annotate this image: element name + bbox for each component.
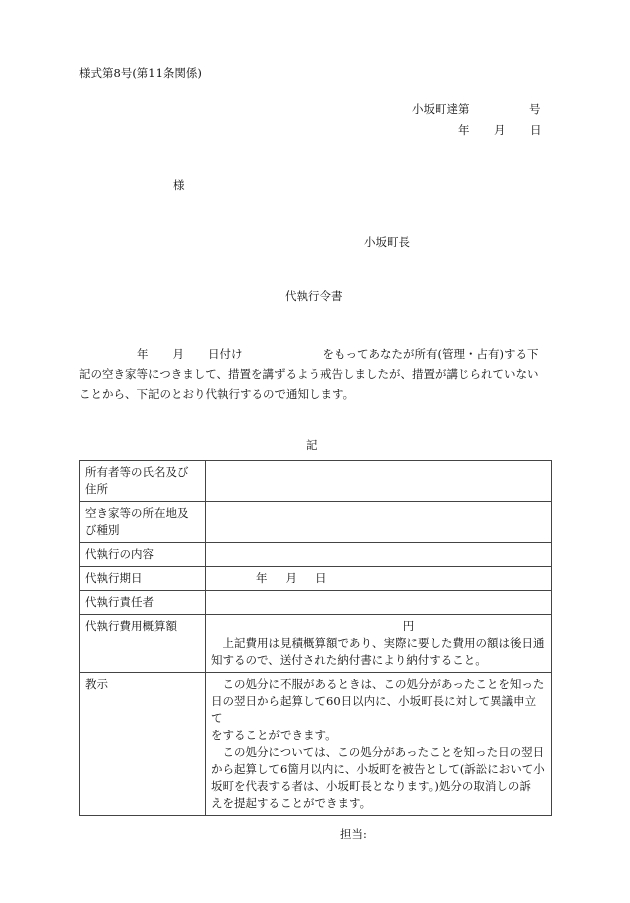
issue-date-month: 月 bbox=[494, 123, 506, 137]
instruction-p2-a: この処分については、この処分があったことを知った日の翌日 bbox=[222, 745, 545, 759]
instruction-label: 教示 bbox=[80, 673, 206, 816]
issue-date-year: 年 bbox=[458, 123, 470, 137]
owner-label-line-a: 所有者等の氏名及び bbox=[85, 465, 189, 479]
notice-body bbox=[79, 344, 555, 404]
owner-value bbox=[206, 461, 552, 502]
location-label-line-a: 空き家等の所在地及 bbox=[85, 506, 189, 520]
execution-details-table bbox=[79, 460, 552, 816]
instruction-p2-d: えを提起することができます。 bbox=[211, 796, 372, 810]
date-month: 月 bbox=[285, 571, 297, 585]
table-row bbox=[80, 543, 552, 567]
document-number-prefix: 小坂町達第 bbox=[412, 102, 470, 116]
addressee: 様 bbox=[173, 178, 185, 192]
body-line-3: ことから、下記のとおり代執行するので通知します。 bbox=[79, 387, 355, 401]
table-row bbox=[80, 502, 552, 543]
date-value bbox=[206, 567, 552, 591]
form-number: 様式第8号(第11条関係) bbox=[79, 66, 202, 80]
document-number-suffix: 号 bbox=[529, 102, 541, 116]
cost-value bbox=[206, 615, 552, 673]
date-day: 日 bbox=[315, 571, 327, 585]
issue-date-day: 日 bbox=[530, 123, 542, 137]
ki-heading: 記 bbox=[306, 438, 318, 452]
body-month: 月 bbox=[172, 347, 184, 361]
responsible-value bbox=[206, 591, 552, 615]
document-title: 代執行令書 bbox=[285, 289, 343, 303]
instruction-p1-a: この処分に不服があるときは、この処分があったことを知った bbox=[222, 677, 545, 691]
table-row bbox=[80, 615, 552, 673]
date-year: 年 bbox=[256, 571, 268, 585]
location-value bbox=[206, 502, 552, 543]
table-row bbox=[80, 567, 552, 591]
table-row bbox=[80, 461, 552, 502]
issuer: 小坂町長 bbox=[364, 235, 410, 249]
owner-label-line-b: 住所 bbox=[85, 482, 108, 496]
responsible-label: 代執行責任者 bbox=[80, 591, 206, 615]
body-year: 年 bbox=[137, 347, 149, 361]
instruction-p2-c: 坂町を代表する者は、小坂町長となります。)処分の取消しの訴 bbox=[211, 779, 531, 793]
instruction-p1-c: をすることができます。 bbox=[211, 728, 337, 742]
cost-label: 代執行費用概算額 bbox=[80, 615, 206, 673]
table-row bbox=[80, 591, 552, 615]
table-row bbox=[80, 673, 552, 816]
body-line-1-rest: をもってあなたが所有(管理・占有)する下 bbox=[322, 347, 539, 361]
person-in-charge-label: 担当: bbox=[340, 827, 367, 841]
content-label: 代執行の内容 bbox=[80, 543, 206, 567]
cost-note-b: 知するので、送付された納付書により納付すること。 bbox=[211, 653, 487, 667]
instruction-value bbox=[206, 673, 552, 816]
body-day: 日付け bbox=[208, 347, 243, 361]
instruction-p2-b: から起算して6箇月以内に、小坂町を被告として(訴訟において小 bbox=[211, 762, 545, 776]
location-label bbox=[80, 502, 206, 543]
cost-note-a: 上記費用は見積概算額であり、実際に要した費用の額は後日通 bbox=[222, 636, 545, 650]
date-label: 代執行期日 bbox=[80, 567, 206, 591]
location-label-line-b: び種別 bbox=[85, 523, 120, 537]
body-line-1 bbox=[79, 344, 555, 364]
instruction-p1-b: 日の翌日から起算して60日以内に、小坂町長に対して異議申立て bbox=[211, 694, 537, 725]
body-line-2: 記の空き家等につきまして、措置を講ずるよう戒告しましたが、措置が講じられていない bbox=[79, 367, 539, 381]
yen-unit: 円 bbox=[402, 619, 415, 633]
owner-label bbox=[80, 461, 206, 502]
content-value bbox=[206, 543, 552, 567]
